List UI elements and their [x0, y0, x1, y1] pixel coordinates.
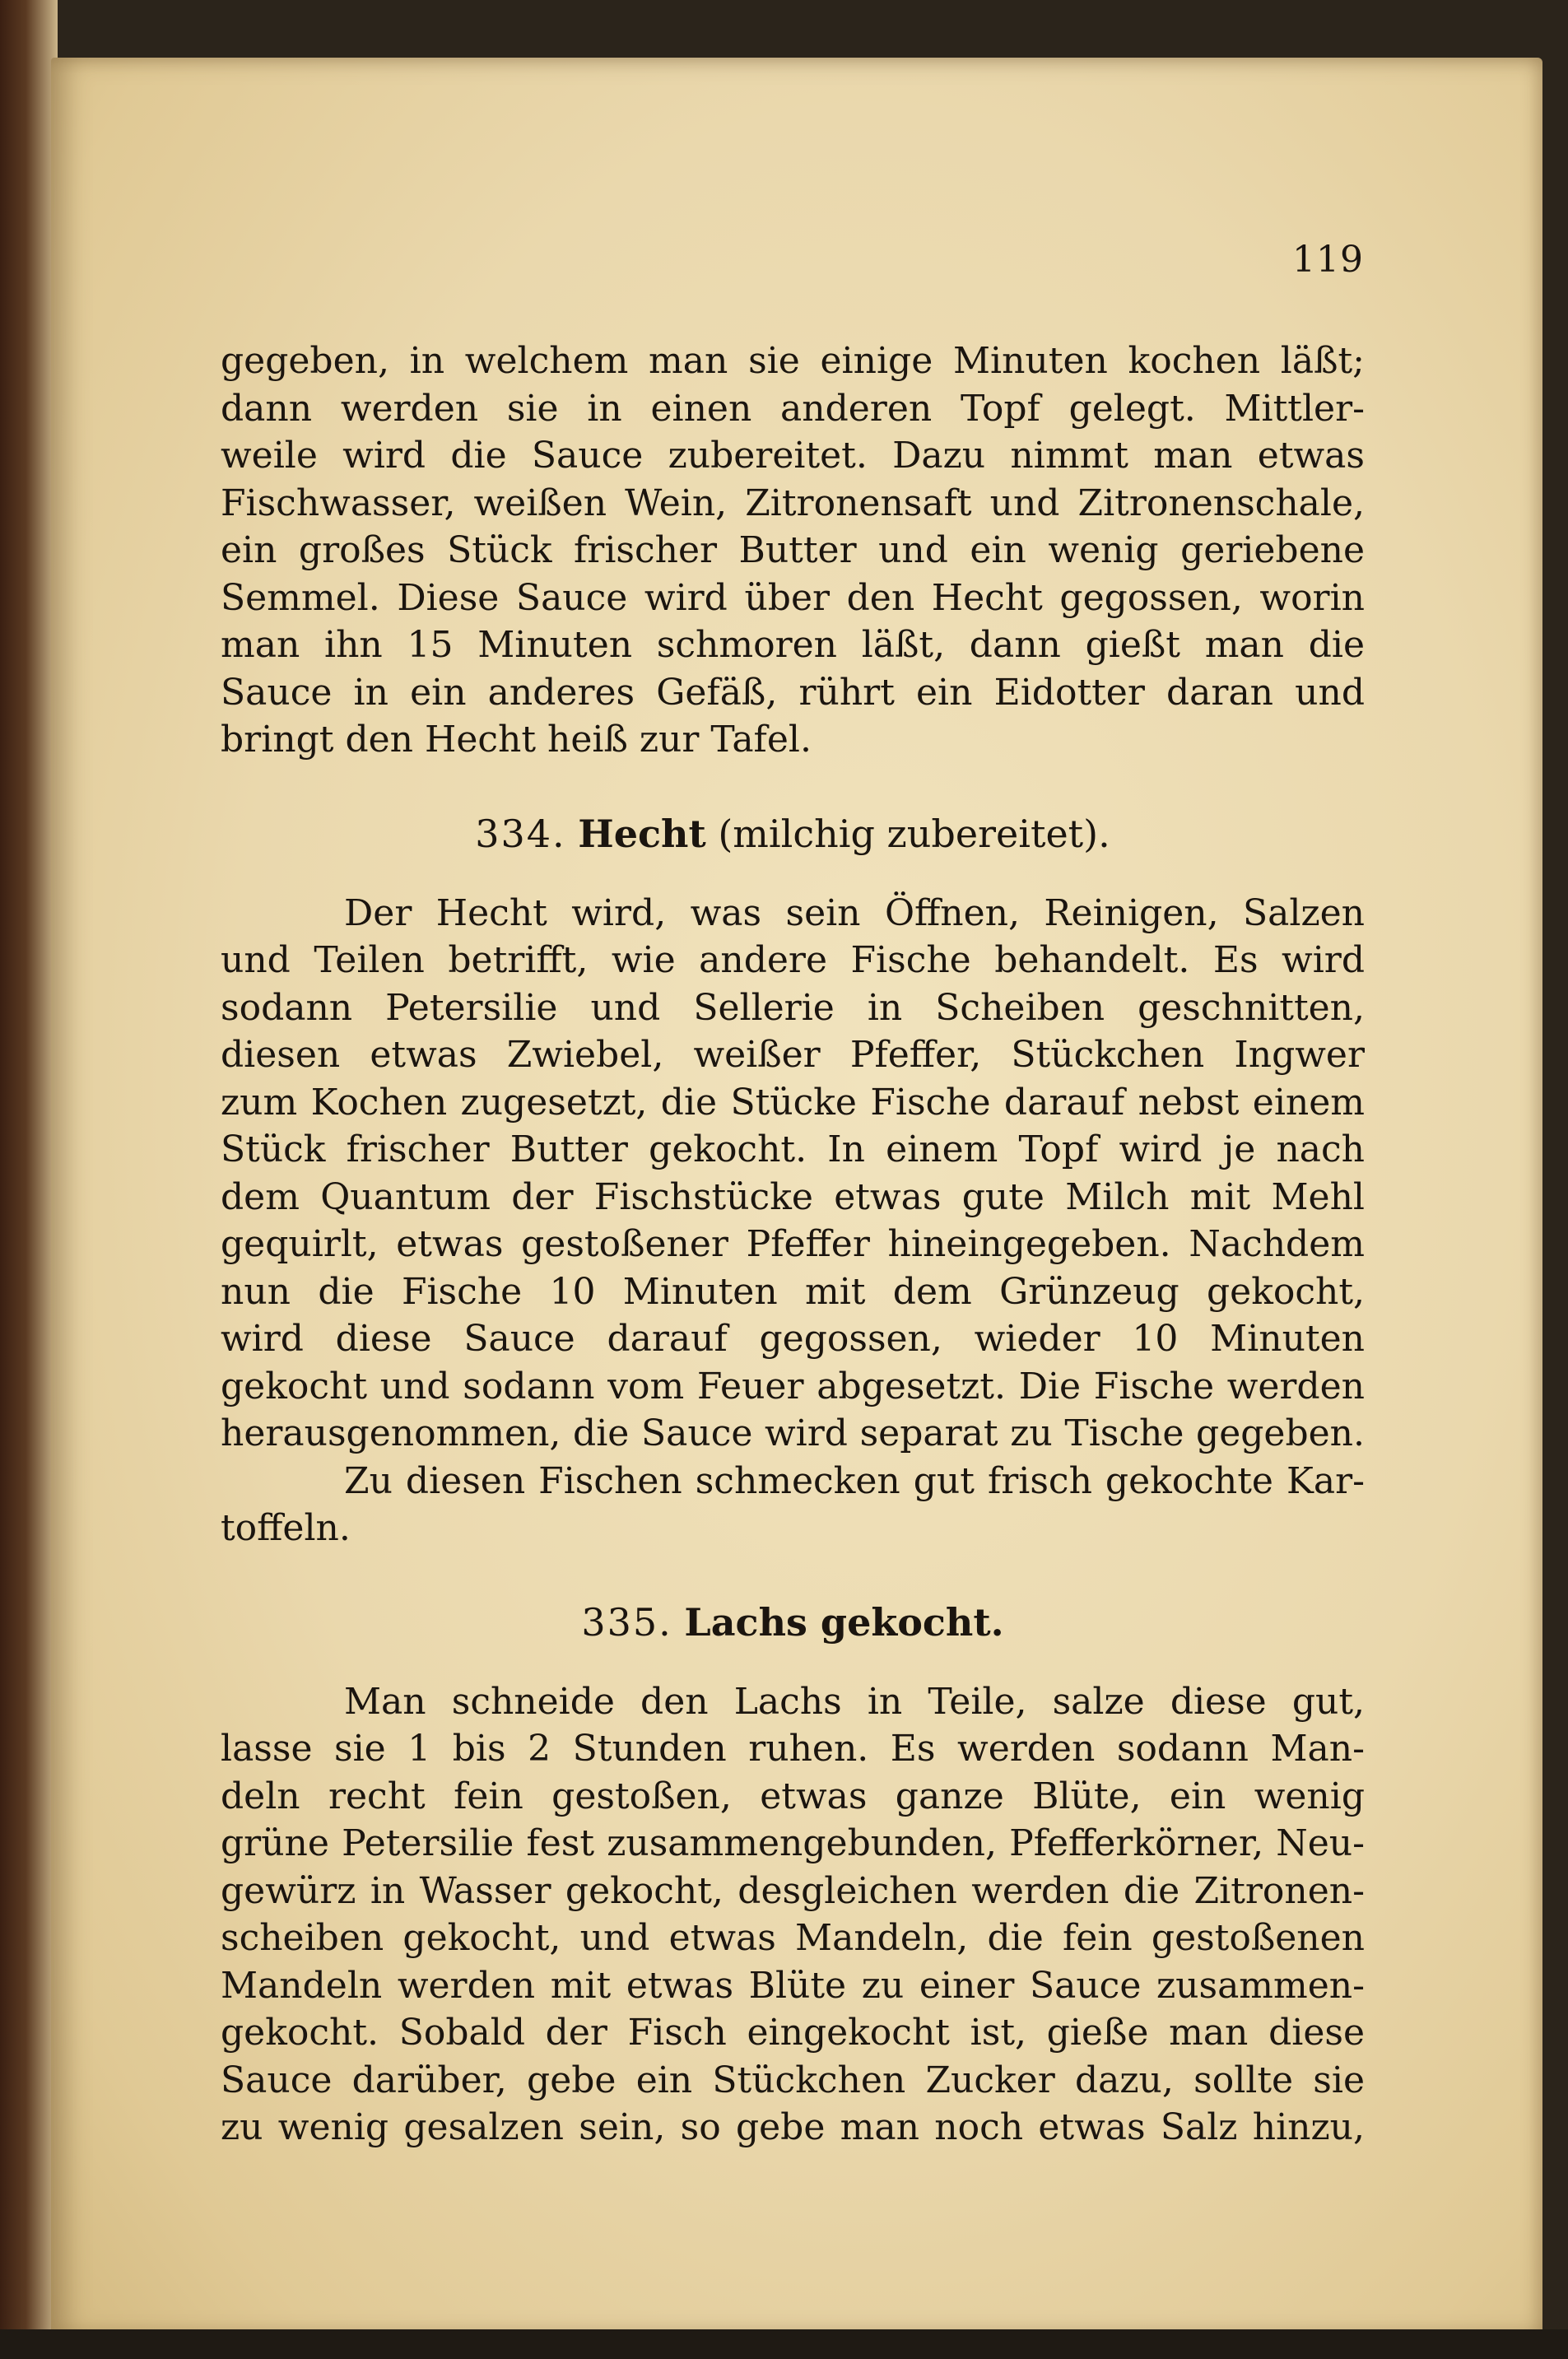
text-line: gekocht und sodann vom Feuer abgesetzt. Die Fische werden: [221, 1365, 1365, 1407]
text-line: Semmel. Diese Sauce wird über den Hecht gegossen, worin: [221, 576, 1365, 619]
text-line: dem Quantum der Fischstücke etwas gute Milch mit Mehl: [221, 1175, 1365, 1218]
page-number: 119: [1292, 239, 1364, 281]
text-line: Mandeln werden mit etwas Blüte zu einer Sauce zusammen-: [221, 1964, 1365, 2007]
recipe-335-heading: [221, 1598, 1365, 1647]
text-line: gequirlt, etwas gestoßener Pfeffer hineingegeben. Nachdem: [221, 1223, 1365, 1265]
text-line: scheiben gekocht, und etwas Mandeln, die fein gestoßenen: [221, 1917, 1365, 1959]
text-line: toffeln.: [221, 1507, 351, 1549]
recipe-335-number: 335.: [581, 1599, 672, 1645]
recipe-334-subtitle: (milchig zubereitet).: [718, 811, 1110, 856]
text-line: gegeben, in welchem man sie einige Minuten kochen läßt;: [221, 340, 1365, 382]
text-line: ein großes Stück frischer Butter und ein wenig geriebene: [221, 529, 1365, 571]
text-line: Man schneide den Lachs in Teile, salze diese gut,: [344, 1680, 1365, 1723]
recipe-334-heading: [221, 809, 1365, 858]
text-line: zu wenig gesalzen sein, so gebe man noch etwas Salz hinzu,: [221, 2106, 1365, 2148]
book-spine-edge: [0, 0, 58, 2359]
text-line: zum Kochen zugesetzt, die Stücke Fische darauf nebst einem: [221, 1081, 1365, 1124]
text-line: lasse sie 1 bis 2 Stunden ruhen. Es werden sodann Man-: [221, 1728, 1365, 1770]
text-line: herausgenommen, die Sauce wird separat zu Tische gegeben.: [221, 1412, 1365, 1454]
text-line: nun die Fische 10 Minuten mit dem Grünzeug gekocht,: [221, 1270, 1365, 1313]
text-line: Der Hecht wird, was sein Öffnen, Reinigen, Salzen: [344, 891, 1365, 934]
page-text-block: [221, 337, 1365, 2152]
text-line: dann werden sie in einen anderen Topf gelegt. Mittler-: [221, 387, 1365, 430]
text-line: Zu diesen Fischen schmecken gut frisch gekochte Kar-: [344, 1459, 1365, 1502]
text-line: bringt den Hecht heiß zur Tafel.: [221, 719, 812, 761]
text-line: und Teilen betrifft, wie andere Fische behandelt. Es wird: [221, 939, 1365, 981]
text-line: Sauce darüber, gebe ein Stückchen Zucker dazu, sollte sie: [221, 2059, 1365, 2101]
text-line: sodann Petersilie und Sellerie in Scheiben geschnitten,: [221, 986, 1365, 1029]
intro-paragraph: [221, 337, 1365, 764]
text-line: diesen etwas Zwiebel, weißer Pfeffer, Stückchen Ingwer: [221, 1034, 1365, 1076]
text-line: Fischwasser, weißen Wein, Zitronensaft und Zitronenschale,: [221, 482, 1365, 524]
text-line: gewürz in Wasser gekocht, desgleichen werden die Zitronen-: [221, 1869, 1365, 1912]
text-line: grüne Petersilie fest zusammengebunden, Pfefferkörner, Neu-: [221, 1822, 1365, 1864]
text-line: Sauce in ein anderes Gefäß, rührt ein Eidotter daran und: [221, 671, 1365, 714]
text-line: deln recht fein gestoßen, etwas ganze Blüte, ein wenig: [221, 1775, 1365, 1817]
text-line: weile wird die Sauce zubereitet. Dazu nimmt man etwas: [221, 435, 1365, 477]
text-line: Stück frischer Butter gekocht. In einem Topf wird je nach: [221, 1128, 1365, 1170]
recipe-335-body: [221, 1678, 1365, 2152]
text-line: gekocht. Sobald der Fisch eingekocht ist, gieße man diese: [221, 2012, 1365, 2054]
scan-background-strip: [0, 2329, 1568, 2359]
recipe-334-body: [221, 890, 1365, 1552]
recipe-334-number: 334.: [475, 811, 566, 856]
text-line: man ihn 15 Minuten schmoren läßt, dann gießt man die: [221, 624, 1365, 666]
recipe-334-title: Hecht: [578, 811, 706, 856]
recipe-335-title: Lachs gekocht.: [684, 1599, 1004, 1645]
text-line: wird diese Sauce darauf gegossen, wieder 10 Minuten: [221, 1318, 1365, 1360]
